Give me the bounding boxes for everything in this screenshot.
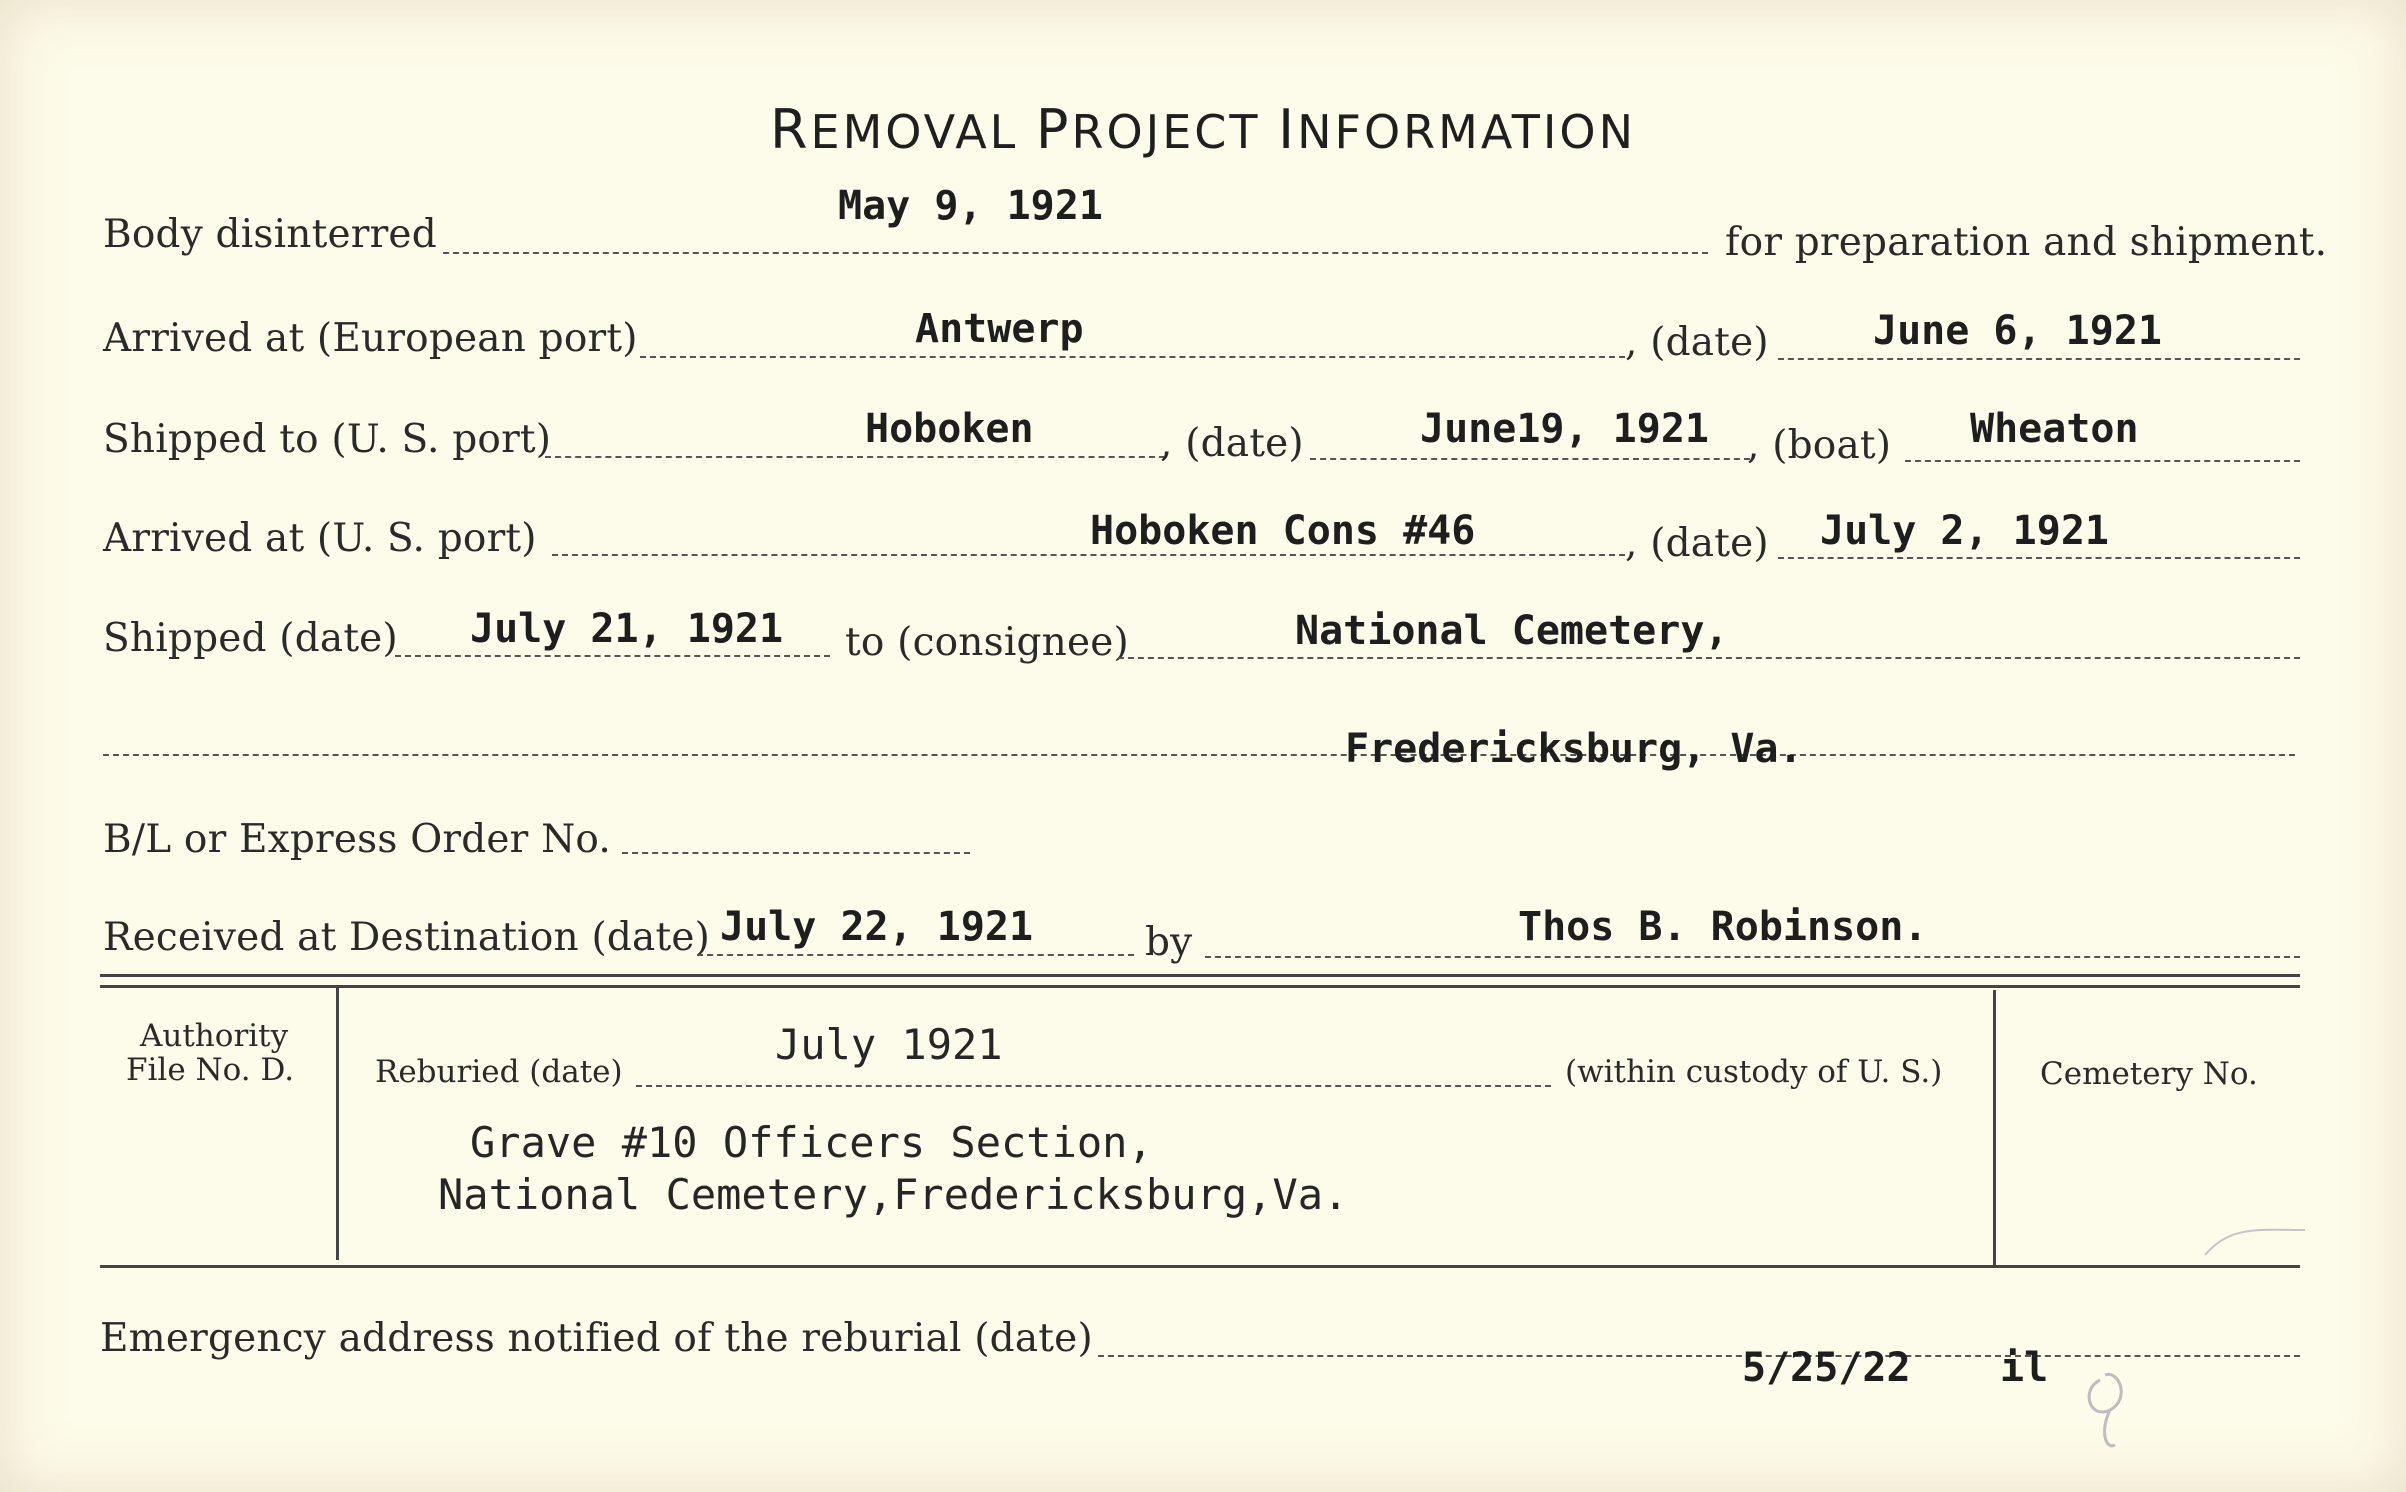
box-top-rule-1 — [100, 974, 2300, 977]
bl-express-order-line — [622, 852, 970, 854]
emergency-initials: il — [2000, 1345, 2049, 1391]
preparation-shipment-label: for preparation and shipment. — [1725, 220, 2328, 265]
shipped-date-value: July 21, 1921 — [470, 606, 784, 652]
received-date-value: July 22, 1921 — [720, 904, 1034, 950]
reburied-line — [636, 1085, 1551, 1087]
us-port-arrived-value: Hoboken Cons #46 — [1090, 508, 1476, 554]
european-date-value: June 6, 1921 — [1873, 308, 2162, 354]
us-arrived-date-line — [1778, 557, 2300, 559]
bl-express-order-label: B/L or Express Order No. — [103, 817, 612, 862]
emergency-date-value: 5/25/22 — [1742, 1345, 1911, 1391]
european-date-label: , (date) — [1625, 320, 1769, 365]
body-disinterred-date: May 9, 1921 — [838, 183, 1103, 229]
reburied-date-value: July 1921 — [775, 1020, 1003, 1069]
body-disinterred-label: Body disinterred — [103, 212, 437, 257]
us-arrived-date-value: July 2, 1921 — [1820, 508, 2109, 554]
pencil-mark-icon — [2200, 1205, 2310, 1265]
us-arrived-date-label: , (date) — [1625, 521, 1769, 566]
pencil-scribble-icon — [2070, 1360, 2160, 1460]
consignee-second-line — [103, 754, 2295, 756]
reburied-label: Reburied (date) — [375, 1054, 623, 1090]
european-port-line — [640, 356, 1625, 358]
grave-location-line1: Grave #10 Officers Section, — [470, 1118, 1153, 1167]
us-port-shipped-value: Hoboken — [865, 406, 1034, 452]
form-title: REMOVAL PROJECT INFORMATION — [769, 98, 1636, 161]
us-shipped-date-value: June19, 1921 — [1420, 406, 1709, 452]
received-by-line — [1205, 956, 2300, 958]
received-by-value: Thos B. Robinson. — [1518, 904, 1928, 950]
shipped-date-label: Shipped (date) — [103, 616, 398, 661]
us-port-shipped-line — [545, 456, 1165, 458]
consignee-line — [1118, 657, 2300, 659]
cemetery-no-label: Cemetery No. — [2040, 1056, 2258, 1092]
authority-label-1: Authority — [140, 1018, 289, 1054]
custody-label: (within custody of U. S.) — [1565, 1054, 1943, 1090]
grave-location-line2: National Cemetery,Fredericksburg,Va. — [438, 1170, 1349, 1219]
boat-value: Wheaton — [1970, 406, 2139, 452]
authority-label-2: File No. D. — [126, 1052, 295, 1088]
consignee-value-line2: Fredericksburg, Va. — [1345, 726, 1803, 772]
consignee-label: to (consignee) — [845, 620, 1129, 665]
emergency-date-line — [1098, 1355, 2300, 1357]
body-disinterred-line — [443, 252, 1708, 254]
us-port-shipped-label: Shipped to (U. S. port) — [103, 417, 552, 462]
boat-label: , (boat) — [1747, 423, 1892, 468]
european-port-label: Arrived at (European port) — [103, 316, 638, 361]
us-shipped-date-label: , (date) — [1160, 421, 1304, 466]
us-port-arrived-line — [552, 554, 1625, 556]
european-port-value: Antwerp — [915, 306, 1084, 352]
received-by-label: by — [1145, 920, 1193, 965]
emergency-address-label: Emergency address notified of the reburial (date) — [100, 1316, 1093, 1361]
received-destination-label: Received at Destination (date) — [103, 915, 711, 960]
consignee-value-line1: National Cemetery, — [1295, 608, 1729, 654]
european-date-line — [1778, 358, 2300, 360]
boat-line — [1905, 460, 2300, 462]
us-port-arrived-label: Arrived at (U. S. port) — [103, 516, 537, 561]
box-top-rule-2 — [100, 985, 2300, 988]
authority-divider — [336, 988, 339, 1260]
cemetery-divider — [1993, 990, 1996, 1266]
shipped-date-line — [395, 655, 830, 657]
box-bottom-rule — [100, 1265, 2300, 1268]
us-shipped-date-line — [1310, 458, 1750, 460]
received-date-line — [697, 954, 1134, 956]
